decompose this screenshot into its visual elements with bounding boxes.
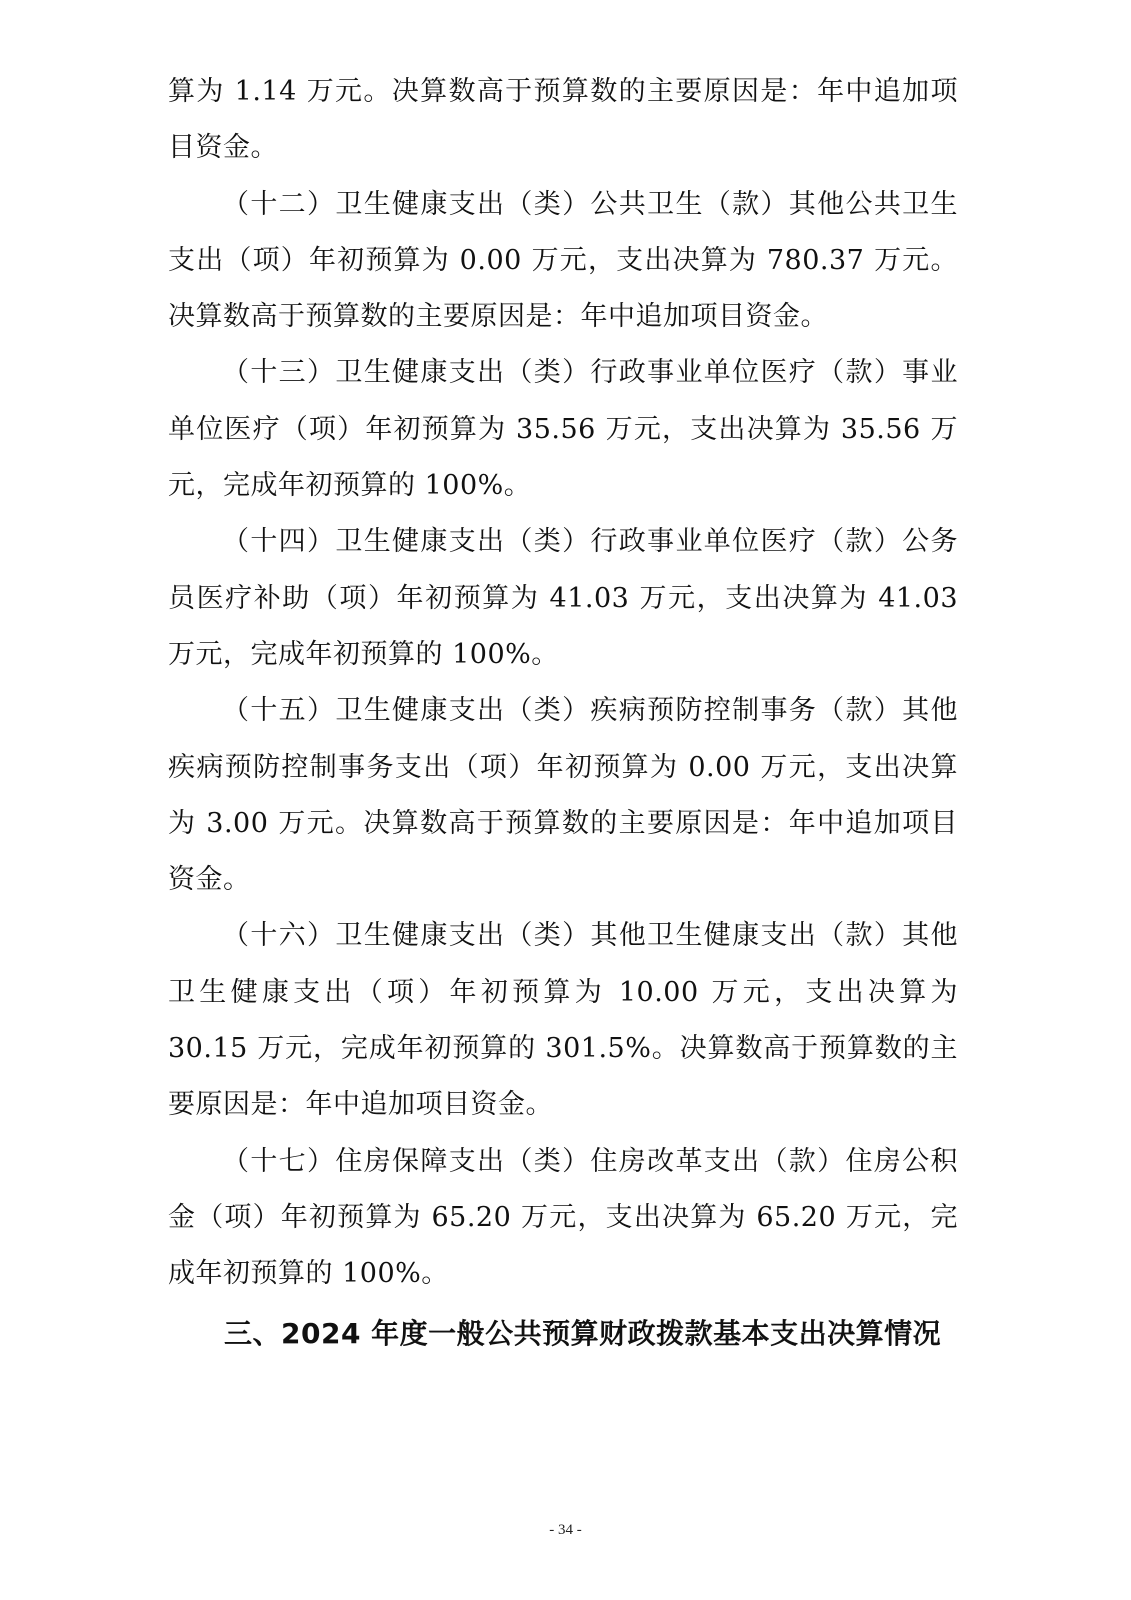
paragraph-item-13: （十三）卫生健康支出（类）行政事业单位医疗（款）事业单位医疗（项）年初预算为 35.56 万元，支出决算为 35.56 万元，完成年初预算的 100%。 — [168, 357, 958, 502]
page-number: - 34 - — [549, 1522, 582, 1538]
paragraph-item-12: （十二）卫生健康支出（类）公共卫生（款）其他公共卫生支出（项）年初预算为 0.00 万元，支出决算为 780.37 万元。决算数高于预算数的主要原因是：年中追加项目资金。 — [168, 188, 958, 333]
paragraph-item-15: （十五）卫生健康支出（类）疾病预防控制事务（款）其他疾病预防控制事务支出（项）年初预算为 0.00 万元，支出决算为 3.00 万元。决算数高于预算数的主要原因是：年中追加项目资金。 — [168, 695, 958, 896]
paragraph-item-14: （十四）卫生健康支出（类）行政事业单位医疗（款）公务员医疗补助（项）年初预算为 41.03 万元，支出决算为 41.03 万元，完成年初预算的 100%。 — [168, 526, 958, 670]
section-heading: 三、2024 年度一般公共预算财政拨款基本支出决算情况 — [224, 1316, 942, 1350]
document-page — [168, 64, 958, 1363]
paragraph-item-16: （十六）卫生健康支出（类）其他卫生健康支出（款）其他卫生健康支出（项）年初预算为 10.00 万元，支出决算为 30.15 万元，完成年初预算的 301.5%。决算数高于预算数的主要原因是：年中追加项目资金。 — [168, 920, 958, 1121]
paragraph-item-17: （十七）住房保障支出（类）住房改革支出（款）住房公积金（项）年初预算为 65.20 万元，支出决算为 65.20 万元，完成年初预算的 100%。 — [168, 1145, 958, 1290]
paragraph-continuation: 算为 1.14 万元。决算数高于预算数的主要原因是：年中追加项目资金。 — [168, 76, 958, 164]
